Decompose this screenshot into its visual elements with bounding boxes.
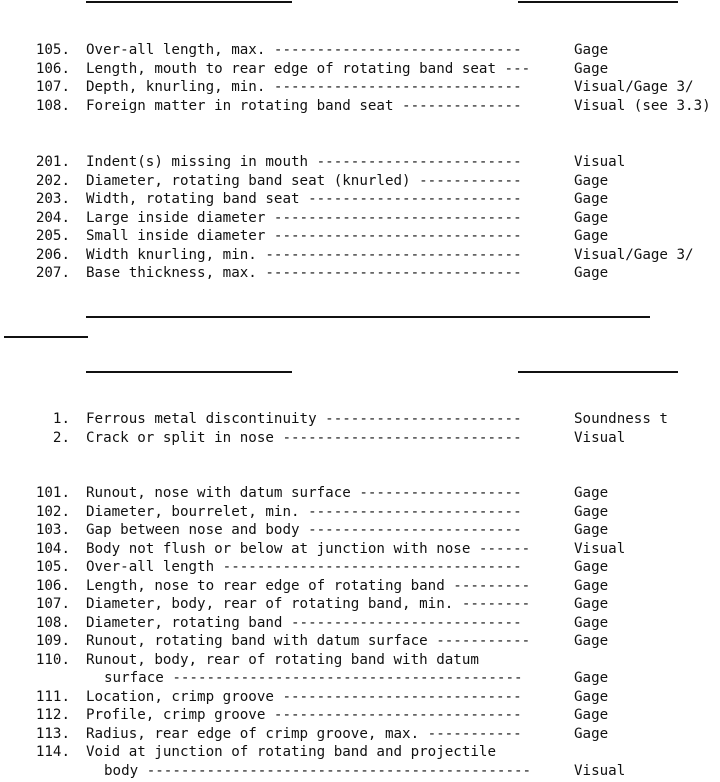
item-description: Body not flush or below at junction with nose ------ <box>86 540 531 557</box>
item-number: 203. <box>35 191 70 207</box>
list-item <box>0 595 720 613</box>
list-item <box>0 78 720 96</box>
item-number: 109. <box>35 633 70 649</box>
item-description: Over-all length ----------------------------------- <box>86 559 522 575</box>
item-description: Width knurling, min. ------------------------------ <box>86 246 522 263</box>
item-method: Visual <box>574 154 626 170</box>
list-item <box>0 743 720 761</box>
item-method: Gage <box>574 559 609 575</box>
item-number: 103. <box>35 522 70 538</box>
item-method: Gage <box>574 707 609 723</box>
part1-major-heading <box>0 24 720 42</box>
item-description: surface ----------------------------------------- <box>104 670 523 686</box>
item-number: 1. <box>52 411 70 427</box>
item-description: Gap between nose and body ------------------------- <box>86 522 522 538</box>
item-number: 106. <box>35 577 70 594</box>
list-item <box>0 614 720 632</box>
item-description: Crack or split in nose ---------------------------- <box>86 429 522 446</box>
list-item <box>0 688 720 706</box>
item-method: Soundness t <box>574 411 668 427</box>
item-description: Ferrous metal discontinuity ----------------------- <box>86 411 522 427</box>
item-method: Gage <box>574 633 609 649</box>
list-item <box>0 577 720 595</box>
item-number: 202. <box>35 172 70 189</box>
item-number: 105. <box>35 42 70 58</box>
item-description: Small inside diameter ----------------------------- <box>86 228 522 244</box>
item-description: Void at junction of rotating band and projectile <box>86 744 496 760</box>
item-method: Visual/Gage 3/ <box>574 246 694 263</box>
item-description: Runout, nose with datum surface ------------------- <box>86 485 522 501</box>
item-method: Visual (see 3.3) <box>574 97 711 114</box>
item-number: 114. <box>35 744 70 760</box>
item-number: 105. <box>35 559 70 575</box>
item-description: Diameter, bourrelet, min. ------------------------- <box>86 503 522 520</box>
item-method: Gage <box>574 614 609 631</box>
list-item <box>0 97 720 115</box>
list-item <box>0 410 720 428</box>
list-item <box>0 706 720 724</box>
item-number: 108. <box>35 614 70 631</box>
list-item <box>0 651 720 669</box>
section-rule-left <box>86 371 292 373</box>
item-number: 205. <box>35 228 70 244</box>
item-description: Over-all length, max. ----------------------------- <box>86 42 522 58</box>
list-item <box>0 41 720 59</box>
list-item <box>0 484 720 502</box>
item-method: Gage <box>574 60 609 77</box>
item-number: 101. <box>35 485 70 501</box>
top-rule-right <box>518 1 678 3</box>
item-method: Gage <box>574 42 609 58</box>
list-item <box>0 503 720 521</box>
item-number: 111. <box>35 688 70 705</box>
list-item <box>0 227 720 245</box>
item-description: Diameter, rotating band seat (knurled) ------------ <box>86 172 522 189</box>
item-number: 104. <box>35 540 70 557</box>
middle-rule-short <box>4 336 88 338</box>
item-method: Gage <box>574 228 609 244</box>
item-method: Visual <box>574 540 626 557</box>
item-method: Gage <box>574 670 609 686</box>
list-item <box>0 725 720 743</box>
list-item <box>0 172 720 190</box>
item-method: Gage <box>574 191 609 207</box>
item-description: Profile, crimp groove ----------------------------- <box>86 707 522 723</box>
item-description: Runout, body, rear of rotating band with datum <box>86 651 479 668</box>
item-number: 102. <box>35 503 70 520</box>
item-number: 107. <box>35 79 70 95</box>
item-method: Gage <box>574 209 609 226</box>
list-item <box>0 521 720 539</box>
list-item <box>0 153 720 171</box>
item-description: Indent(s) missing in mouth ------------------------ <box>86 154 522 170</box>
item-method: Gage <box>574 503 609 520</box>
item-description: Depth, knurling, min. ----------------------------- <box>86 79 522 95</box>
part2-critical-heading <box>0 393 720 411</box>
item-description: Large inside diameter ----------------------------- <box>86 209 522 226</box>
part1-minor-heading <box>0 136 720 154</box>
item-description: Runout, rotating band with datum surface ----------- <box>86 633 531 649</box>
item-number: 204. <box>35 209 70 226</box>
item-number: 113. <box>35 725 70 742</box>
list-item <box>0 669 720 687</box>
list-item <box>0 60 720 78</box>
item-number: 108. <box>35 97 70 114</box>
item-method: Visual <box>574 429 626 446</box>
item-method: Gage <box>574 596 609 612</box>
item-number: 106. <box>35 60 70 77</box>
middle-rule-long <box>86 316 650 318</box>
item-description: Width, rotating band seat ------------------------- <box>86 191 522 207</box>
list-item <box>0 429 720 447</box>
item-description: Base thickness, max. ------------------------------ <box>86 265 522 281</box>
top-rule-left <box>86 1 292 3</box>
item-method: Gage <box>574 172 609 189</box>
item-method: Visual <box>574 762 626 779</box>
item-description: Location, crimp groove ---------------------------- <box>86 688 522 705</box>
item-number: 206. <box>35 246 70 263</box>
item-method: Gage <box>574 485 609 501</box>
item-number: 112. <box>35 707 70 723</box>
item-description: Length, mouth to rear edge of rotating band seat --- <box>86 60 531 77</box>
item-description: Length, nose to rear edge of rotating band --------- <box>86 577 531 594</box>
part2-major-heading <box>0 467 720 485</box>
item-number: 110. <box>35 651 70 668</box>
item-method: Gage <box>574 522 609 538</box>
list-item <box>0 762 720 780</box>
list-item <box>0 246 720 264</box>
item-method: Gage <box>574 265 609 281</box>
item-method: Gage <box>574 688 609 705</box>
item-number: 201. <box>35 154 70 170</box>
item-description: Radius, rear edge of crimp groove, max. ----------- <box>86 725 522 742</box>
list-item <box>0 190 720 208</box>
list-item <box>0 558 720 576</box>
item-description: Diameter, body, rear of rotating band, min. -------- <box>86 596 531 612</box>
item-description: Diameter, rotating band --------------------------- <box>86 614 522 631</box>
item-number: 107. <box>35 596 70 612</box>
list-item <box>0 264 720 282</box>
list-item <box>0 540 720 558</box>
list-item <box>0 632 720 650</box>
item-method: Gage <box>574 725 609 742</box>
item-description: body --------------------------------------------- <box>104 762 532 779</box>
list-item <box>0 209 720 227</box>
section-rule-right <box>518 371 678 373</box>
item-description: Foreign matter in rotating band seat -------------- <box>86 97 522 114</box>
item-method: Gage <box>574 577 609 594</box>
item-number: 207. <box>35 265 70 281</box>
item-method: Visual/Gage 3/ <box>574 79 694 95</box>
item-number: 2. <box>52 429 70 446</box>
